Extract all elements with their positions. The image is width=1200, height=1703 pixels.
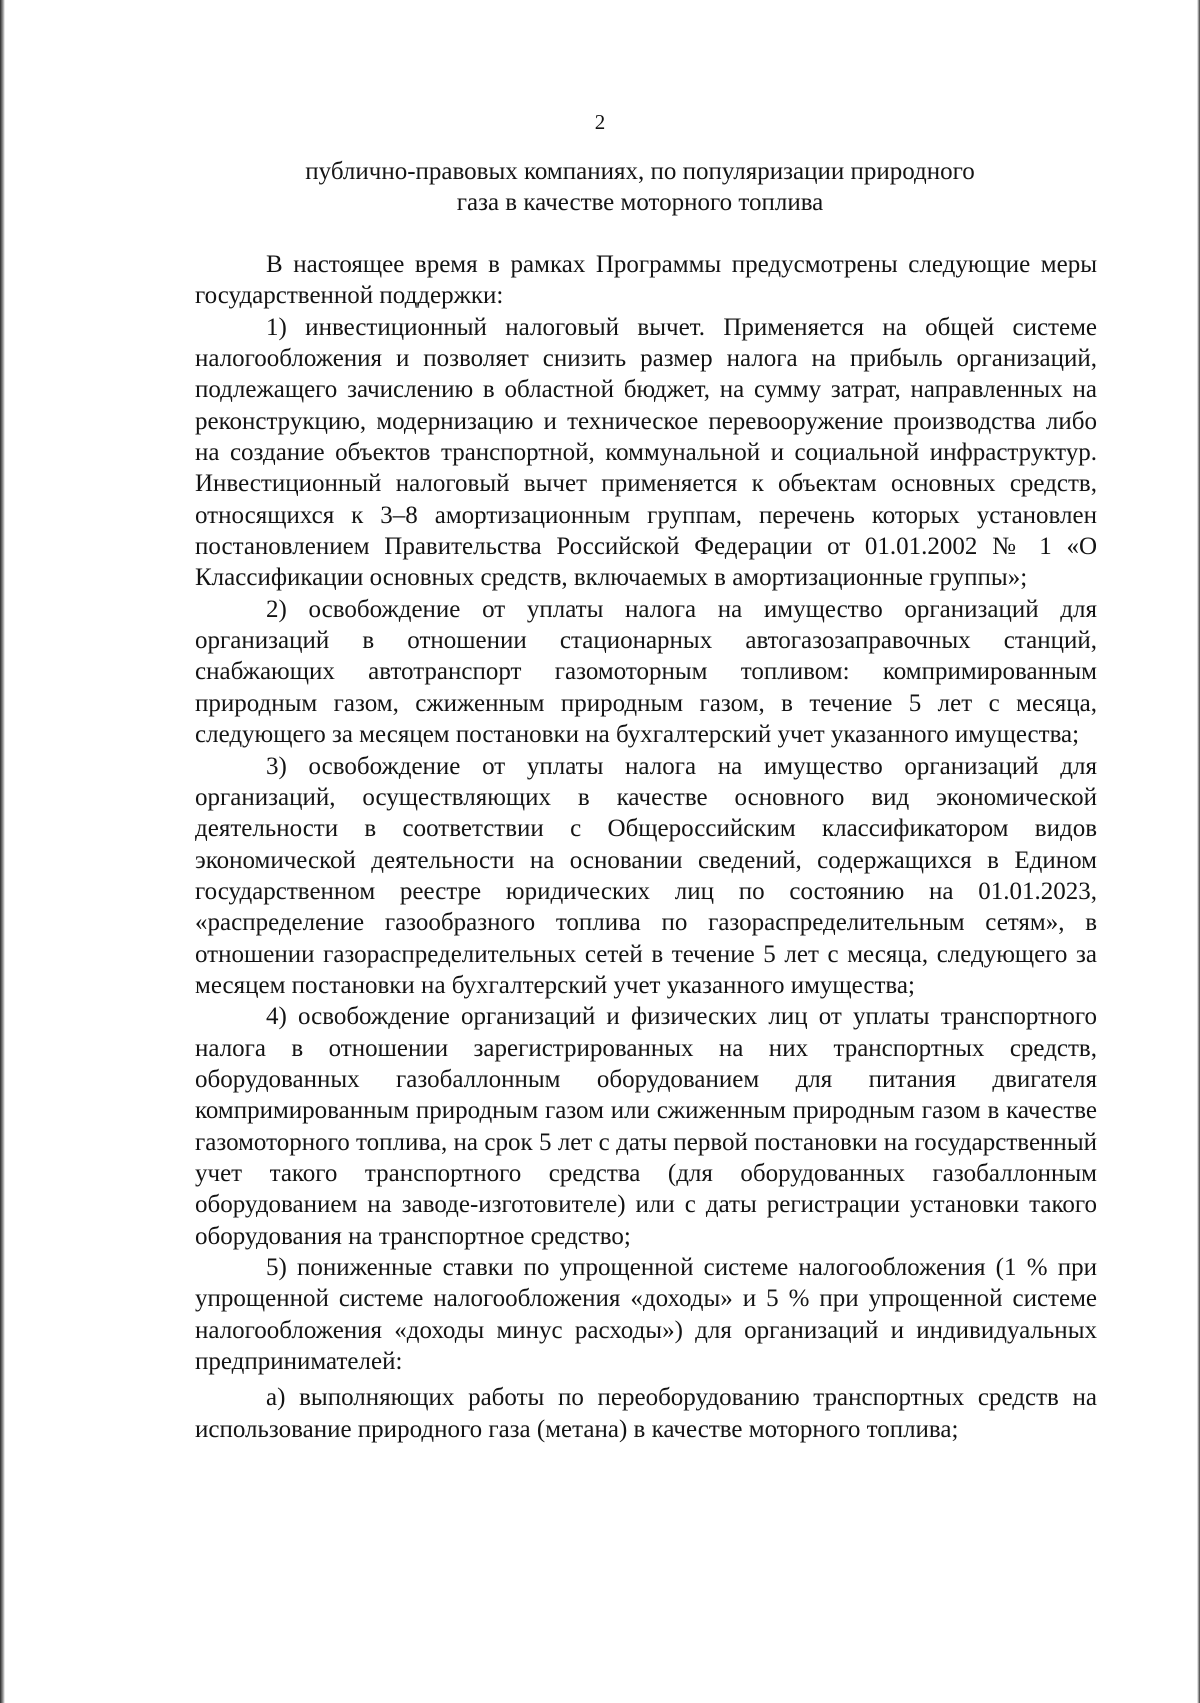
title-line-2: газа в качестве моторного топлива [456, 189, 824, 216]
paragraph-item-5a: а) выполняющих работы по переоборудованию транспортных средств на использование природного газа (метана) в качестве моторного топлива; [195, 1384, 1097, 1443]
page-number: 2 [594, 110, 606, 134]
paragraph-intro: В настоящее время в рамках Программы предусмотрены следующие меры государственной поддержки: [195, 251, 1097, 310]
scan-edge-left [0, 0, 5, 1703]
document-body [195, 249, 1097, 1445]
paragraph-item-4: 4) освобождение организаций и физических лиц от уплаты транспортного налога в отношении зарегистрированных на них транспортных средств, оборудованных газобаллонным оборудованием для питания двигателя компримированным природным газом или сжиженным природным газом в качестве газомоторного топлива, на срок 5 лет с даты первой постановки на государственный учет такого транспортного средства (для оборудованных газобаллонным оборудованием на заводе-изготовителе) или с даты регистрации установки такого оборудования на транспортное средство; [195, 1003, 1097, 1250]
title-line-1: публично-правовых компаниях, по популяризации природного [305, 158, 975, 185]
paragraph-item-5: 5) пониженные ставки по упрощенной системе налогообложения (1 % при упрощенной системе налогообложения «доходы» и 5 % при упрощенной системе налогообложения «доходы минус расходы») для организаций и индивидуальных предпринимателей: [195, 1254, 1097, 1376]
paragraph-item-3: 3) освобождение от уплаты налога на имущество организаций для организаций, осуществляющих в качестве основного вид экономической деятельности в соответствии с Общероссийским классификатором видов экономической деятельности на основании сведений, содержащихся в Едином государственном реестре юридических лиц по состоянию на 01.01.2023, «распределение газообразного топлива по газораспределительным сетям», в отношении газораспределительных сетей в течение 5 лет с месяца, следующего за месяцем постановки на бухгалтерский учет указанного имущества; [195, 752, 1097, 999]
paragraph-item-1: 1) инвестиционный налоговый вычет. Применяется на общей системе налогообложения и позволяет снизить размер налога на прибыль организаций, подлежащего зачислению в областной бюджет, на сумму затрат, направленных на реконструкцию, модернизацию и техническое перевооружение производства либо на создание объектов транспортной, коммунальной и социальной инфраструктур. Инвестиционный налоговый вычет применяется к объектам основных средств, относящихся к 3–8 амортизационным группам, перечень которых установлен постановлением Правительства Российской Федерации от 01.01.2002 № 1 «О Классификации основных средств, включаемых в амортизационные группы»; [195, 313, 1097, 592]
document-title [240, 156, 1040, 218]
paragraph-item-2: 2) освобождение от уплаты налога на имущество организаций для организаций в отношении стационарных автогазозаправочных станций, снабжающих автотранспорт газомоторным топливом: компримированным природным газом, сжиженным природным газом, в течение 5 лет с месяца, следующего за месяцем постановки на бухгалтерский учет указанного имущества; [195, 595, 1097, 749]
